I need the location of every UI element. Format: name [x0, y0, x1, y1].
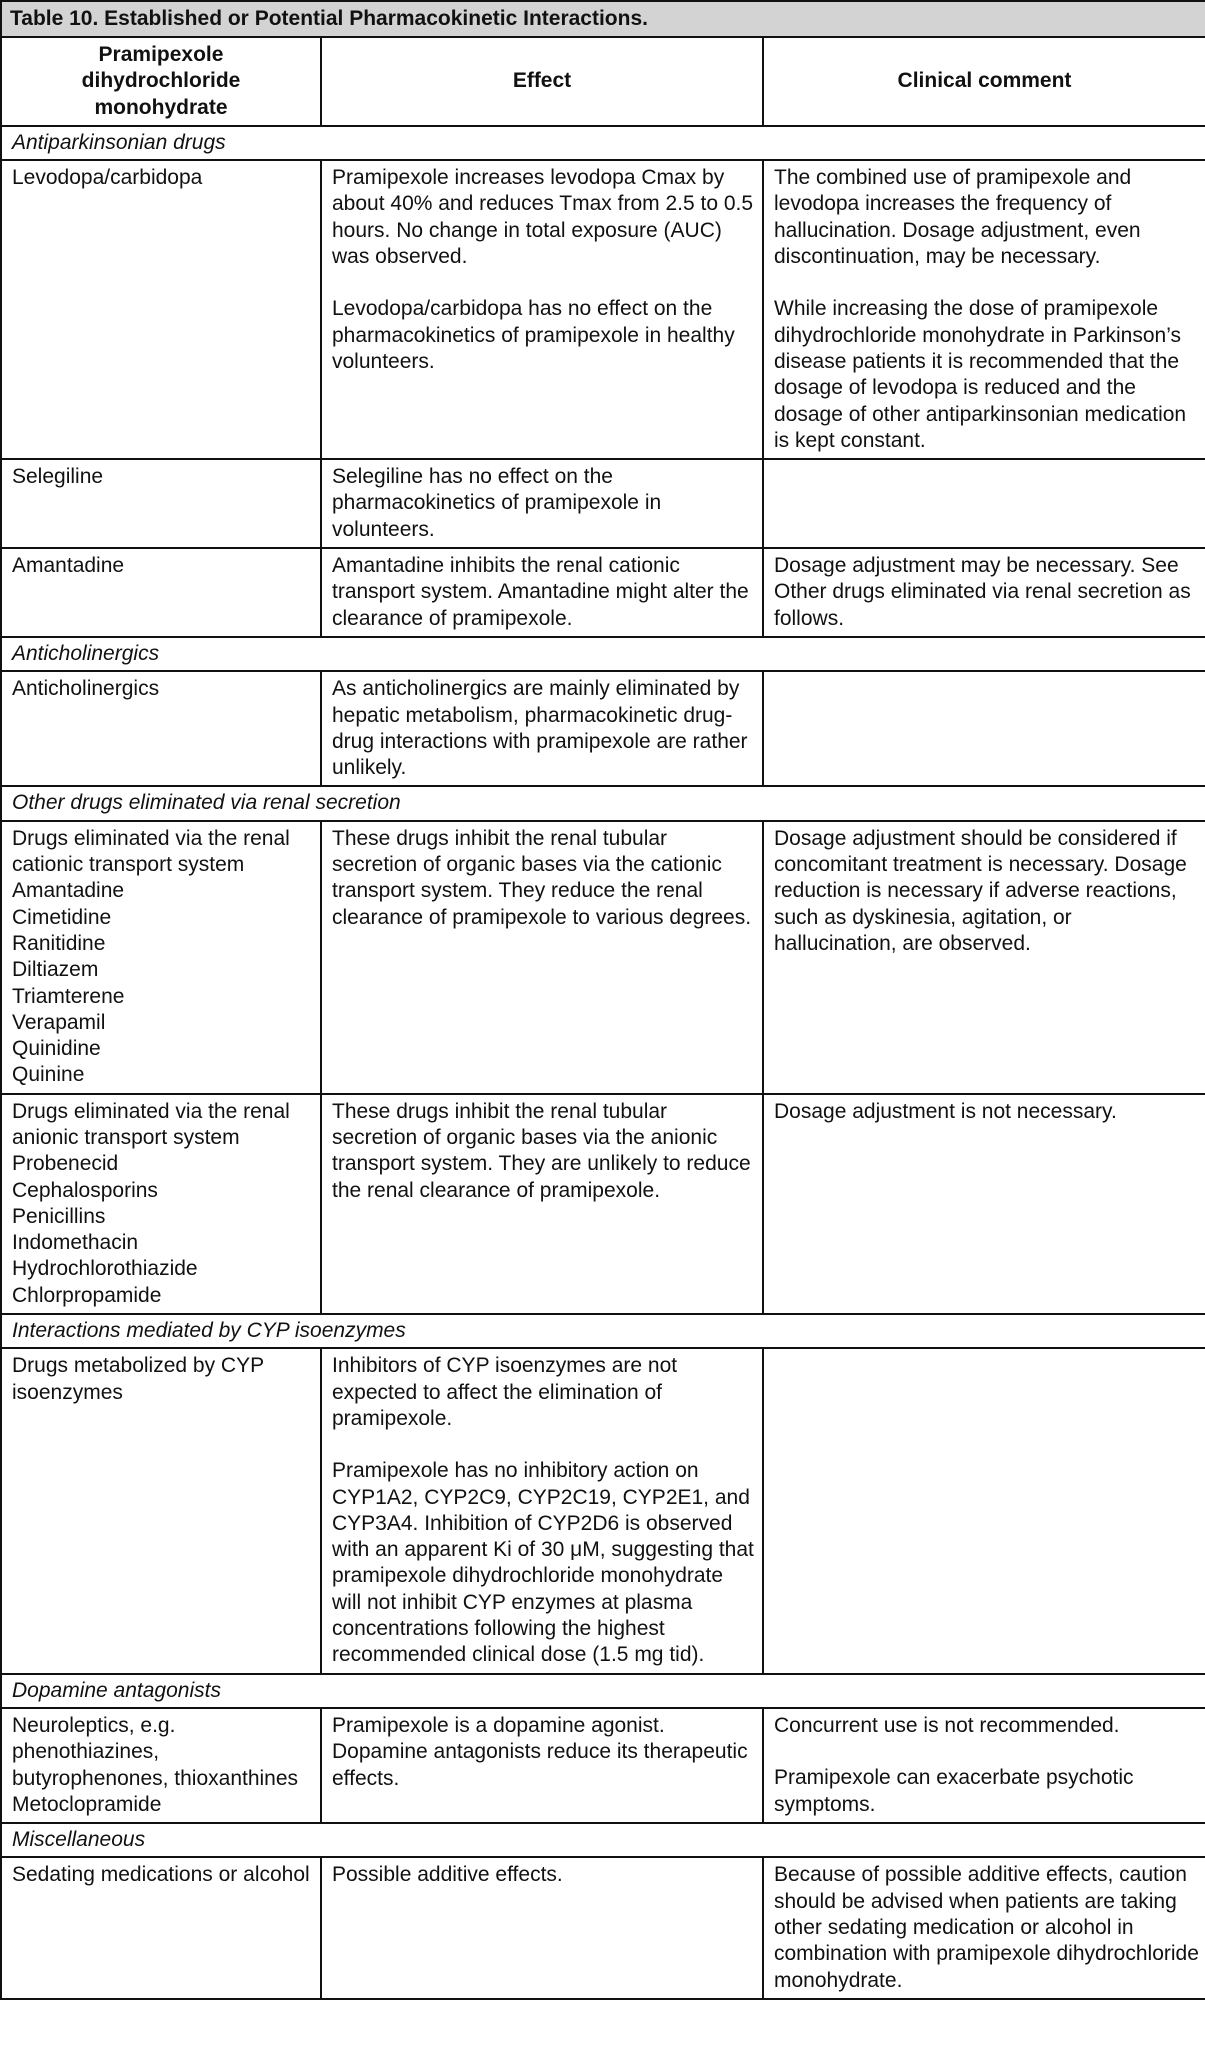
effect-cell	[321, 548, 763, 637]
section-heading: Interactions mediated by CYP isoenzymes	[1, 1314, 1205, 1348]
comment-cell	[763, 160, 1205, 459]
column-header-effect: Effect	[321, 37, 763, 126]
drug-name: Probenecid	[12, 1152, 119, 1176]
effect-cell	[321, 1094, 763, 1314]
drug-name: Quinidine	[12, 1037, 101, 1061]
drug-name: Cimetidine	[12, 905, 112, 929]
table-title: Table 10. Established or Potential Pharmacokinetic Interactions.	[1, 1, 1205, 37]
table-body	[1, 1, 1205, 1999]
table-row	[1, 548, 1205, 637]
comment-cell	[763, 459, 1205, 548]
section-heading: Other drugs eliminated via renal secretion	[1, 786, 1205, 820]
drug-name: Chlorpropamide	[12, 1283, 162, 1307]
effect-cell	[321, 1708, 763, 1823]
drug-name: Penicillins	[12, 1204, 106, 1228]
effect-paragraph: Pramipexole increases levodopa Cmax by about 40% and reduces Tmax from 2.5 to 0.5 hours. No change in total exposure (AUC) was observed.	[332, 166, 754, 269]
section-heading: Antiparkinsonian drugs	[1, 126, 1205, 160]
effect-paragraph: These drugs inhibit the renal tubular secretion of organic bases via the anionic transport system. They are unlikely to reduce the renal clearance of pramipexole.	[332, 1099, 751, 1202]
table-row	[1, 821, 1205, 1094]
drug-cell	[1, 1857, 321, 1998]
title-row	[1, 1, 1205, 37]
section-heading: Anticholinergics	[1, 637, 1205, 671]
drug-cell	[1, 548, 321, 637]
drug-name: Diltiazem	[12, 958, 99, 982]
effect-paragraph: Levodopa/carbidopa has no effect on the pharmacokinetics of pramipexole in healthy volunteers.	[332, 297, 735, 373]
effect-cell	[321, 821, 763, 1094]
effect-paragraph: These drugs inhibit the renal tubular secretion of organic bases via the cationic transport system. They reduce the renal clearance of pramipexole to various degrees.	[332, 826, 752, 929]
comment-paragraph: Because of possible additive effects, caution should be advised when patients are taking other sedating medication or alcohol in combination with pramipexole dihydrochloride monohydrate.	[774, 1863, 1199, 1992]
drug-name: Indomethacin	[12, 1231, 139, 1255]
effect-cell	[321, 1857, 763, 1998]
section-row	[1, 1823, 1205, 1857]
table-row	[1, 1094, 1205, 1314]
drug-name: Quinine	[12, 1063, 85, 1087]
drug-cell	[1, 1094, 321, 1314]
effect-cell	[321, 160, 763, 459]
comment-cell	[763, 1348, 1205, 1673]
drug-name: Anticholinergics	[12, 677, 160, 701]
comment-cell	[763, 671, 1205, 786]
drug-cell	[1, 671, 321, 786]
drug-name: Neuroleptics, e.g. phenothiazines, butyrophenones, thioxanthines	[12, 1713, 299, 1790]
comment-paragraph: Dosage adjustment should be considered if concomitant treatment is necessary. Dosage reduction is necessary if adverse reactions, such as dyskinesia, agitation, or hallucination, are observed.	[774, 826, 1187, 955]
section-row	[1, 637, 1205, 671]
drug-name: Drugs eliminated via the renal anionic transport system	[12, 1099, 290, 1149]
column-header-drug: Pramipexole dihydrochloride monohydrate	[1, 37, 321, 126]
drug-name: Drugs eliminated via the renal cationic transport system	[12, 826, 290, 877]
section-row	[1, 126, 1205, 160]
comment-paragraph: Dosage adjustment may be necessary. See Other drugs eliminated via renal secretion as follows.	[774, 554, 1191, 630]
effect-paragraph: Selegiline has no effect on the pharmacokinetics of pramipexole in volunteers.	[332, 465, 662, 541]
comment-paragraph: While increasing the dose of pramipexole dihydrochloride monohydrate in Parkinson’s disease patients it is recommended that the dosage of levodopa is reduced and the dosage of other antiparkinsonian medication is kept constant.	[774, 297, 1187, 452]
table-row	[1, 1857, 1205, 1998]
table-row	[1, 459, 1205, 548]
comment-cell	[763, 821, 1205, 1094]
effect-paragraph: Pramipexole is a dopamine agonist. Dopamine antagonists reduce its therapeutic effects.	[332, 1713, 748, 1790]
drug-name: Ranitidine	[12, 931, 106, 955]
drug-name: Selegiline	[12, 465, 104, 489]
drug-name: Amantadine	[12, 879, 125, 903]
comment-paragraph: Dosage adjustment is not necessary.	[774, 1099, 1117, 1123]
drug-cell	[1, 459, 321, 548]
drug-cell	[1, 160, 321, 459]
effect-cell	[321, 671, 763, 786]
section-row	[1, 1674, 1205, 1708]
drug-name: Hydrochlorothiazide	[12, 1257, 198, 1281]
drug-name: Metoclopramide	[12, 1792, 162, 1816]
section-heading: Dopamine antagonists	[1, 1674, 1205, 1708]
effect-paragraph: As anticholinergics are mainly eliminated by hepatic metabolism, pharmacokinetic drug-drug interactions with pramipexole are rather unlikely.	[332, 677, 748, 780]
header-row	[1, 37, 1205, 126]
drug-name: Triamterene	[12, 984, 125, 1008]
section-row	[1, 1314, 1205, 1348]
effect-cell	[321, 459, 763, 548]
drug-name: Sedating medications or alcohol	[12, 1863, 310, 1887]
table-row	[1, 671, 1205, 786]
table-row	[1, 1348, 1205, 1673]
drug-cell	[1, 1708, 321, 1823]
section-row	[1, 786, 1205, 820]
table-row	[1, 1708, 1205, 1823]
table-row	[1, 160, 1205, 459]
drug-name: Cephalosporins	[12, 1178, 158, 1202]
drug-name: Verapamil	[12, 1010, 106, 1034]
effect-cell	[321, 1348, 763, 1673]
drug-cell	[1, 821, 321, 1094]
effect-paragraph: Possible additive effects.	[332, 1863, 563, 1887]
effect-paragraph: Inhibitors of CYP isoenzymes are not expected to affect the elimination of pramipexole.	[332, 1354, 678, 1430]
drug-cell	[1, 1348, 321, 1673]
section-heading: Miscellaneous	[1, 1823, 1205, 1857]
column-header-comment: Clinical comment	[763, 37, 1205, 126]
comment-paragraph: Concurrent use is not recommended.	[774, 1713, 1120, 1737]
effect-paragraph: Pramipexole has no inhibitory action on CYP1A2, CYP2C9, CYP2C19, CYP2E1, and CYP3A4. Inhibition of CYP2D6 is observed with an apparent Ki of 30 μM, suggesting that pramipexole dihydrochloride monohydrate will not inhibit CYP enzymes at plasma concentrations following the highest recommended clinical dose (1.5 mg tid).	[332, 1459, 754, 1667]
comment-paragraph: Pramipexole can exacerbate psychotic symptoms.	[774, 1766, 1134, 1816]
drug-name: Drugs metabolized by CYP isoenzymes	[12, 1354, 264, 1404]
drug-name: Amantadine	[12, 554, 125, 578]
comment-cell	[763, 1094, 1205, 1314]
comment-cell	[763, 548, 1205, 637]
comment-cell	[763, 1708, 1205, 1823]
comment-paragraph: The combined use of pramipexole and levodopa increases the frequency of hallucination. Dosage adjustment, even discontinuation, may be necessary.	[774, 166, 1141, 269]
drug-name: Levodopa/carbidopa	[12, 166, 203, 190]
comment-cell	[763, 1857, 1205, 1998]
effect-paragraph: Amantadine inhibits the renal cationic transport system. Amantadine might alter the clearance of pramipexole.	[332, 554, 749, 630]
